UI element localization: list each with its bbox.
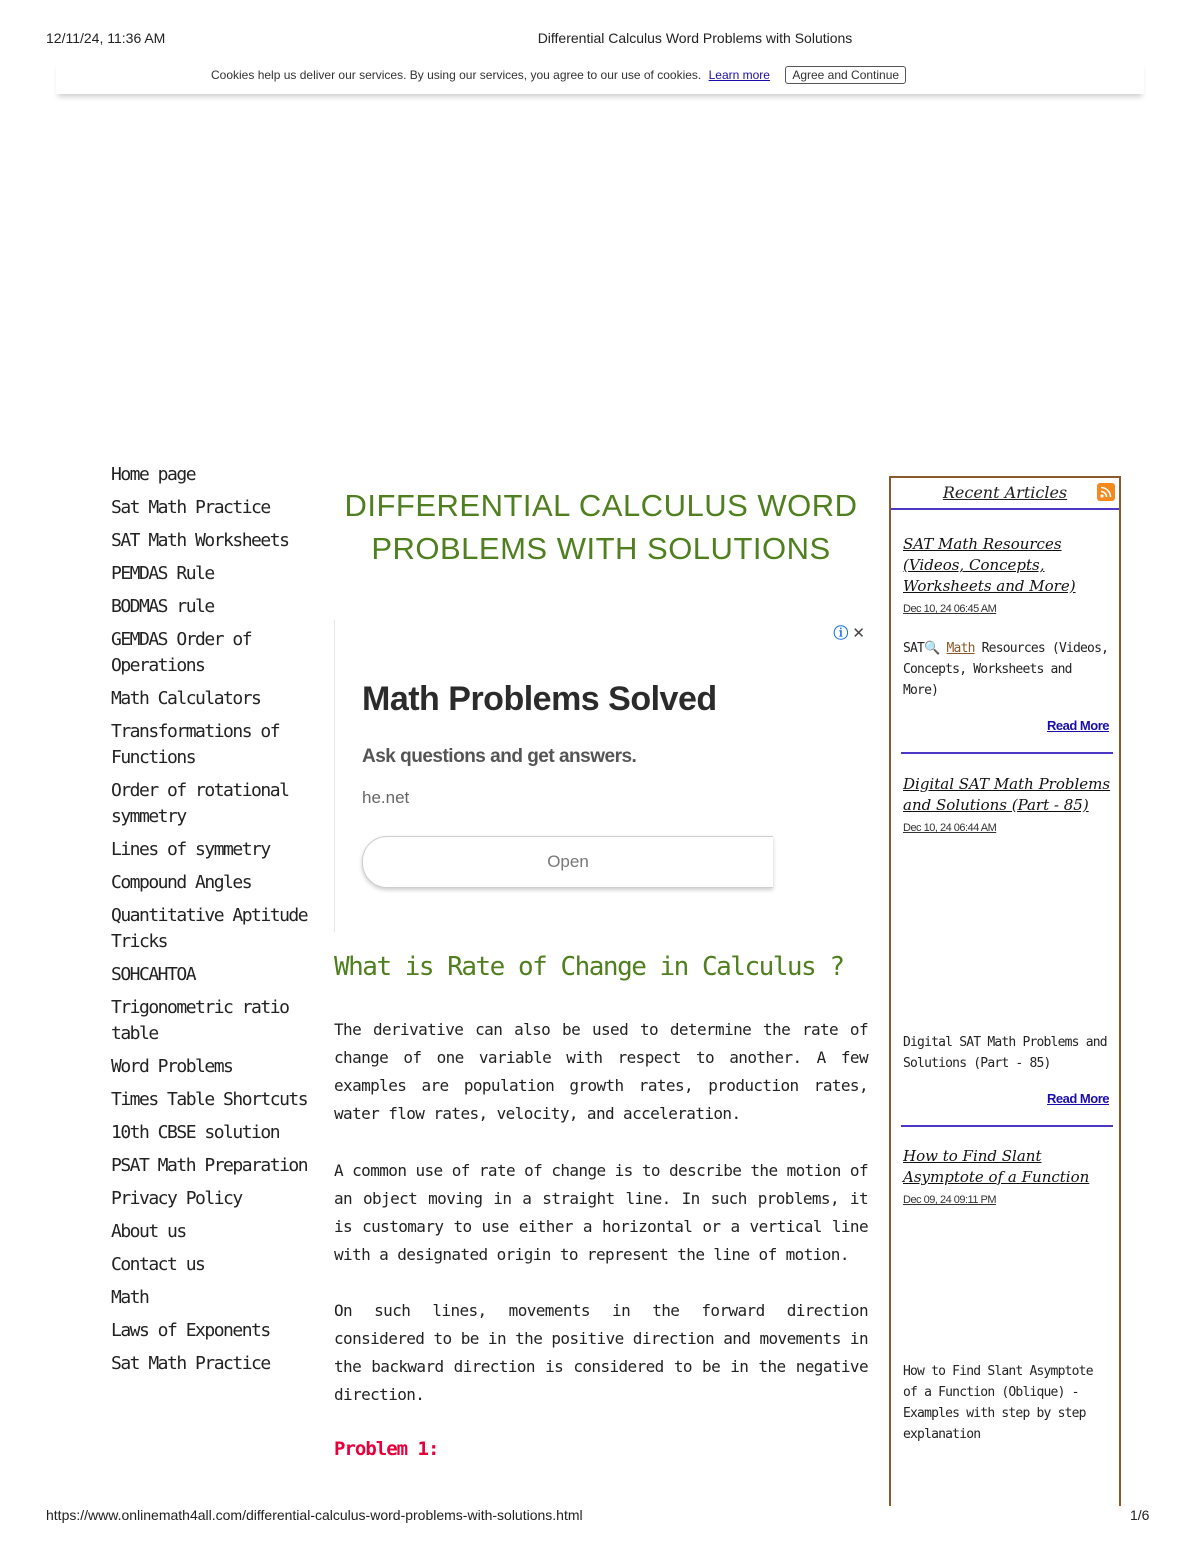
paragraph-2: A common use of rate of change is to describe the motion of an object moving in a straight line. In such problems, it is customary to use either a horizontal or a vertical line with a designated origin to represent the line of motion. [334,1161,868,1264]
article-2-title[interactable]: Digital SAT Math Problems and Solutions (Part - 85) [903,775,1111,814]
ad-choices-icon[interactable]: ⓘ ✕ [833,624,865,642]
nav-item-sat-math-practice[interactable]: Sat Math Practice [111,497,270,518]
nav-item-pemdas[interactable]: PEMDAS Rule [111,563,214,584]
article-1-read-more[interactable]: Read More [1047,718,1109,733]
nav-item-home[interactable]: Home page [111,464,196,485]
problem-label: Problem 1: [334,1438,439,1460]
article-2-read-more[interactable]: Read More [1047,1091,1109,1106]
recent-articles-panel [889,476,1121,1506]
nav-item-laws-exponents[interactable]: Laws of Exponents [111,1320,270,1341]
nav-item-sat-math-practice-2[interactable]: Sat Math Practice [111,1353,270,1374]
nav-item-quant-aptitude[interactable]: Quantitative Aptitude Tricks [111,905,308,952]
nav-item-rotational-symmetry[interactable]: Order of rotational symmetry [111,780,289,827]
article-2-desc: Digital SAT Math Problems and Solutions (Part - 85) [903,1035,1107,1071]
rss-icon[interactable] [1097,483,1115,501]
learn-more-link[interactable]: Learn more [708,68,770,82]
nav-item-sat-math-worksheets[interactable]: SAT Math Worksheets [111,530,289,551]
article-1-desc [903,638,1113,701]
nav-item-times-table[interactable]: Times Table Shortcuts [111,1089,308,1110]
nav-item-bodmas[interactable]: BODMAS rule [111,596,214,617]
sidebar-nav [111,462,321,1384]
nav-item-sohcahtoa[interactable]: SOHCAHTOA [111,964,196,985]
nav-item-cbse[interactable]: 10th CBSE solution [111,1122,280,1143]
nav-item-math[interactable]: Math [111,1287,149,1308]
nav-item-about[interactable]: About us [111,1221,186,1242]
print-url: https://www.onlinemath4all.com/differential-calculus-word-problems-with-solutions.html [46,1507,583,1523]
ad-open-button[interactable]: Open [362,836,773,888]
article-1-date: Dec 10, 24 06:45 AM [903,603,997,615]
ad-banner[interactable] [334,620,869,932]
search-icon: 🔍 [924,641,940,656]
nav-item-psat[interactable]: PSAT Math Preparation [111,1155,308,1176]
article-1 [903,534,1113,615]
article-2-date: Dec 10, 24 06:44 AM [903,822,997,834]
ad-subtitle: Ask questions and get answers. [362,746,637,767]
print-page-number: 1/6 [1130,1507,1150,1523]
ad-headline[interactable]: Math Problems Solved [362,680,717,718]
nav-item-transformations[interactable]: Transformations of Functions [111,721,280,768]
nav-item-lines-of-symmetry[interactable]: Lines of symmetry [111,839,270,860]
nav-item-privacy[interactable]: Privacy Policy [111,1188,242,1209]
print-date: 12/11/24, 11:36 AM [46,30,166,46]
article-1-desc-suffix: Resources (Videos, Concepts, Worksheets and More) [903,641,1109,698]
article-separator [901,752,1113,754]
article-1-desc-link[interactable]: Math [946,641,975,656]
cookie-bar [56,60,1144,94]
article-3-title[interactable]: How to Find Slant Asymptote of a Function [903,1147,1090,1186]
article-3-desc: How to Find Slant Asymptote of a Function (Oblique) - Examples with step by step explanation [903,1364,1093,1442]
article-2 [903,774,1113,834]
recent-articles-header[interactable] [891,478,1119,510]
nav-item-math-calculators[interactable]: Math Calculators [111,688,261,709]
nav-item-gemdas[interactable]: GEMDAS Order of Operations [111,629,252,676]
paragraph-3: On such lines, movements in the forward direction considered to be in the positive direction and movements in the backward direction is considered to be in the negative direction. [334,1301,868,1404]
nav-item-contact[interactable]: Contact us [111,1254,205,1275]
page-title: DIFFERENTIAL CALCULUS WORD PROBLEMS WITH SOLUTIONS [344,488,858,566]
nav-item-compound-angles[interactable]: Compound Angles [111,872,252,893]
article-1-title[interactable]: SAT Math Resources (Videos, Concepts, Worksheets and More) [903,535,1076,595]
section-heading: What is Rate of Change in Calculus ? [334,952,844,982]
article-3 [903,1146,1113,1206]
paragraph-1: The derivative can also be used to determine the rate of change of one variable with respect to another. A few examples are population growth rates, production rates, water flow rates, velocity, and acceleration. [334,1020,868,1123]
nav-item-word-problems[interactable]: Word Problems [111,1056,233,1077]
ad-domain: he.net [362,788,410,807]
article-3-date: Dec 09, 24 09:11 PM [903,1194,997,1206]
article-separator [901,1125,1113,1127]
agree-continue-button[interactable]: Agree and Continue [785,66,906,84]
cookie-text: Cookies help us deliver our services. By using our services, you agree to our use of cookies. [211,68,702,82]
print-title: Differential Calculus Word Problems with Solutions [537,30,853,46]
close-icon[interactable]: ✕ [852,624,865,642]
nav-item-trig-ratio-table[interactable]: Trigonometric ratio table [111,997,289,1044]
recent-articles-title[interactable]: Recent Articles [942,483,1068,502]
article-1-desc-prefix: SAT [903,641,925,656]
